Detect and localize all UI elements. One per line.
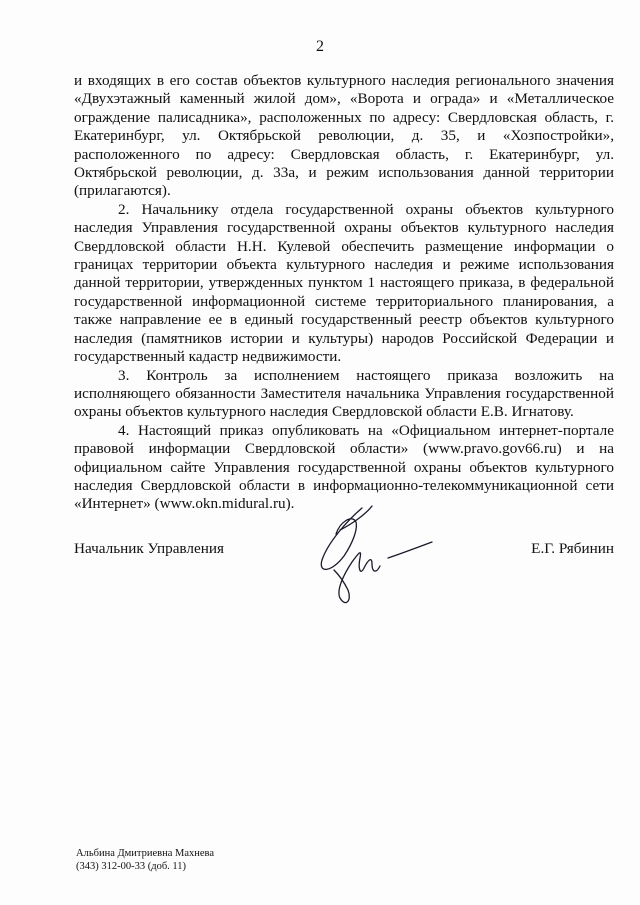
signatory-name: Е.Г. Рябинин: [531, 540, 614, 557]
executor-phone: (343) 312-00-33 (доб. 11): [76, 861, 187, 872]
document-body: [74, 72, 614, 514]
handwritten-signature: [300, 500, 470, 610]
paragraph-continuation: и входящих в его состав объектов культурного наследия регионального значения «Двухэтажный каменный жилой дом», «Ворота и ограда» и «Металлическое ограждение палисадника», расположенных по адресу: Свердловская область, г. Екатеринбург, ул. Октябрьской революции, д. 35, и «Хозпостройки», расположенного по адресу: Свердловская область, г. Екатеринбург, ул. Октябрьской революции, д. 33а, и режим использования данной территории (прилагаются).: [74, 72, 614, 200]
paragraph-2: 2. Начальнику отдела государственной охраны объектов культурного наследия Управления государственной охраны объектов культурного наследия Свердловской области Н.Н. Кулевой обеспечить размещение информации о границах территории объекта культурного наследия и режиме использования данной территории, утвержденных пунктом 1 настоящего приказа, в федеральной государственной информационной системе территориального планирования, а также направление ее в единый государственный реестр объектов культурного наследия (памятников истории и культуры) народов Российской Федерации и государственный кадастр недвижимости.: [74, 200, 614, 366]
page-number: 2: [316, 38, 324, 55]
paragraph-3: 3. Контроль за исполнением настоящего приказа возложить на исполняющего обязанности Заместителя начальника Управления государственной охраны объектов культурного наследия Свердловской области Е.В. Игнатову.: [74, 366, 614, 421]
executor-info: [76, 847, 214, 873]
executor-name: Альбина Дмитриевна Махнева: [76, 848, 215, 859]
signatory-title: Начальник Управления: [74, 540, 224, 557]
paragraph-4: 4. Настоящий приказ опубликовать на «Официальном интернет-портале правовой информации Свердловской области» (www.pravo.gov66.ru) и на официальном сайте Управления государственной охраны объектов культурного наследия Свердловской области в информационно-телекоммуникационной сети «Интернет» (www.okn.midural.ru).: [74, 421, 614, 513]
